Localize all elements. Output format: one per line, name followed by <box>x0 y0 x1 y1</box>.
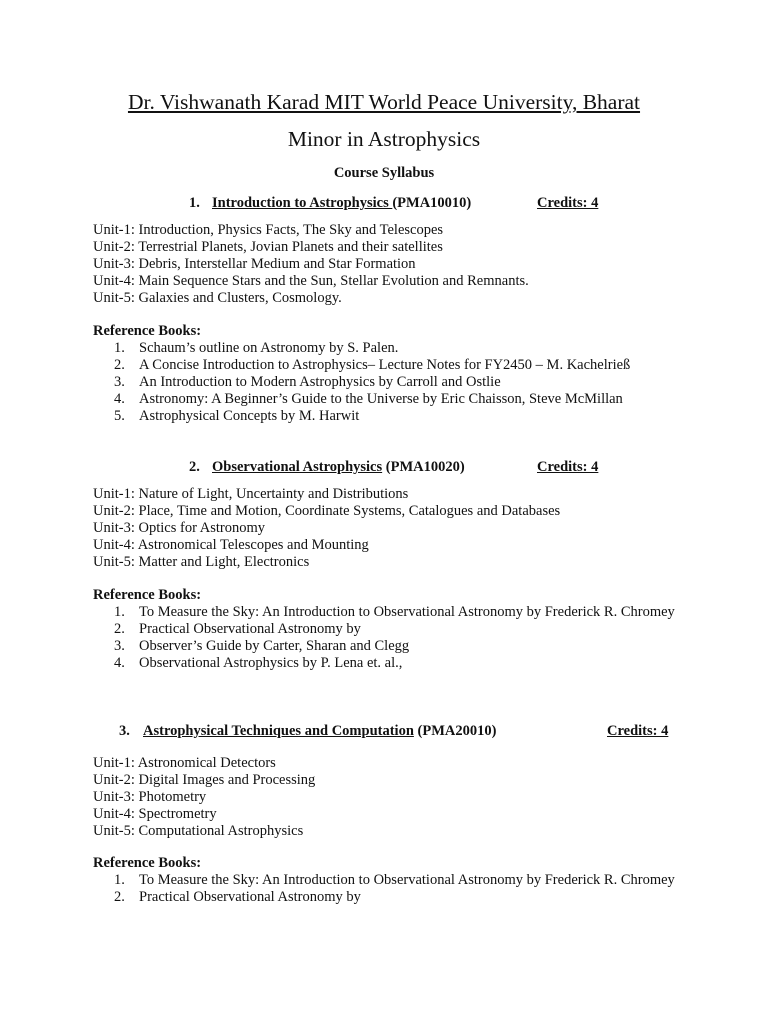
unit-line: Unit-2: Terrestrial Planets, Jovian Planets and their satellites <box>93 239 443 255</box>
reference-number: 2. <box>114 357 125 373</box>
unit-line: Unit-4: Astronomical Telescopes and Mounting <box>93 537 369 553</box>
unit-line: Unit-5: Matter and Light, Electronics <box>93 554 310 570</box>
course-number: 2. <box>189 459 200 475</box>
course-3-units <box>93 755 315 840</box>
reference-item <box>93 408 699 425</box>
course-2-reference-heading: Reference Books: <box>93 587 202 603</box>
course-name: Astrophysical Techniques and Computation <box>143 723 414 739</box>
course-2-units <box>93 486 560 571</box>
reference-text: An Introduction to Modern Astrophysics by Carroll and Ostlie <box>139 374 501 390</box>
course-3-heading <box>119 722 496 740</box>
unit-line: Unit-5: Galaxies and Clusters, Cosmology. <box>93 290 342 306</box>
course-2-reference-list <box>93 604 699 672</box>
reference-item <box>93 391 699 408</box>
course-1-reference-heading: Reference Books: <box>93 323 202 339</box>
reference-text: Schaum’s outline on Astronomy by S. Palen. <box>139 340 399 356</box>
unit-line: Unit-5: Computational Astrophysics <box>93 823 304 839</box>
reference-number: 5. <box>114 408 125 424</box>
course-number: 3. <box>119 723 130 739</box>
unit-line: Unit-1: Nature of Light, Uncertainty and Distributions <box>93 486 409 502</box>
reference-item <box>93 638 699 655</box>
course-3-reference-heading: Reference Books: <box>93 855 202 871</box>
course-code: (PMA10010) <box>392 195 472 211</box>
reference-text: Astronomy: A Beginner’s Guide to the Universe by Eric Chaisson, Steve McMillan <box>139 391 623 407</box>
course-1-reference-list <box>93 340 699 425</box>
reference-text: To Measure the Sky: An Introduction to Observational Astronomy by Frederick R. Chromey <box>139 872 675 888</box>
reference-number: 3. <box>114 638 125 654</box>
reference-item <box>93 872 699 889</box>
reference-item <box>93 340 699 357</box>
course-3-reference-list <box>93 872 699 906</box>
reference-item <box>93 357 699 374</box>
course-code: (PMA10020) <box>382 459 465 475</box>
course-2-heading <box>189 458 465 476</box>
unit-line: Unit-2: Digital Images and Processing <box>93 772 316 788</box>
unit-line: Unit-2: Place, Time and Motion, Coordinate Systems, Catalogues and Databases <box>93 503 561 519</box>
reference-item <box>93 604 699 621</box>
reference-text: Observational Astrophysics by P. Lena et. al., <box>139 655 403 671</box>
reference-number: 1. <box>114 872 125 888</box>
course-3-credits: Credits: 4 <box>607 723 669 739</box>
reference-number: 3. <box>114 374 125 390</box>
reference-text: Observer’s Guide by Carter, Sharan and Clegg <box>139 638 410 654</box>
reference-number: 2. <box>114 889 125 905</box>
course-name: Introduction to Astrophysics <box>212 195 393 211</box>
reference-number: 4. <box>114 655 125 671</box>
reference-number: 1. <box>114 340 125 356</box>
course-number: 1. <box>189 195 200 211</box>
reference-text: A Concise Introduction to Astrophysics– Lecture Notes for FY2450 – M. Kachelrieß <box>139 357 631 373</box>
course-code: (PMA20010) <box>413 723 497 739</box>
unit-line: Unit-3: Debris, Interstellar Medium and Star Formation <box>93 256 416 272</box>
unit-line: Unit-3: Optics for Astronomy <box>93 520 265 536</box>
unit-line: Unit-1: Astronomical Detectors <box>93 755 276 771</box>
unit-line: Unit-1: Introduction, Physics Facts, The Sky and Telescopes <box>93 222 444 238</box>
reference-text: To Measure the Sky: An Introduction to Observational Astronomy by Frederick R. Chromey <box>139 604 675 620</box>
university-title: Dr. Vishwanath Karad MIT World Peace University, Bharat <box>127 90 641 114</box>
reference-number: 4. <box>114 391 125 407</box>
reference-number: 1. <box>114 604 125 620</box>
reference-item <box>93 374 699 391</box>
reference-item <box>93 889 699 906</box>
course-1-units <box>93 222 529 307</box>
course-1-heading <box>189 194 471 212</box>
unit-line: Unit-4: Spectrometry <box>93 806 217 822</box>
reference-number: 2. <box>114 621 125 637</box>
reference-item <box>93 655 699 672</box>
reference-text: Practical Observational Astronomy by <box>139 621 361 637</box>
reference-text: Astrophysical Concepts by M. Harwit <box>139 408 360 424</box>
reference-item <box>93 621 699 638</box>
unit-line: Unit-3: Photometry <box>93 789 207 805</box>
unit-line: Unit-4: Main Sequence Stars and the Sun, Stellar Evolution and Remnants. <box>93 273 529 289</box>
reference-text: Practical Observational Astronomy by <box>139 889 361 905</box>
course-2-credits: Credits: 4 <box>537 459 599 475</box>
course-1-credits: Credits: 4 <box>537 195 599 211</box>
program-title: Minor in Astrophysics <box>287 127 481 151</box>
syllabus-label: Course Syllabus <box>333 165 435 181</box>
course-name: Observational Astrophysics <box>212 459 383 475</box>
